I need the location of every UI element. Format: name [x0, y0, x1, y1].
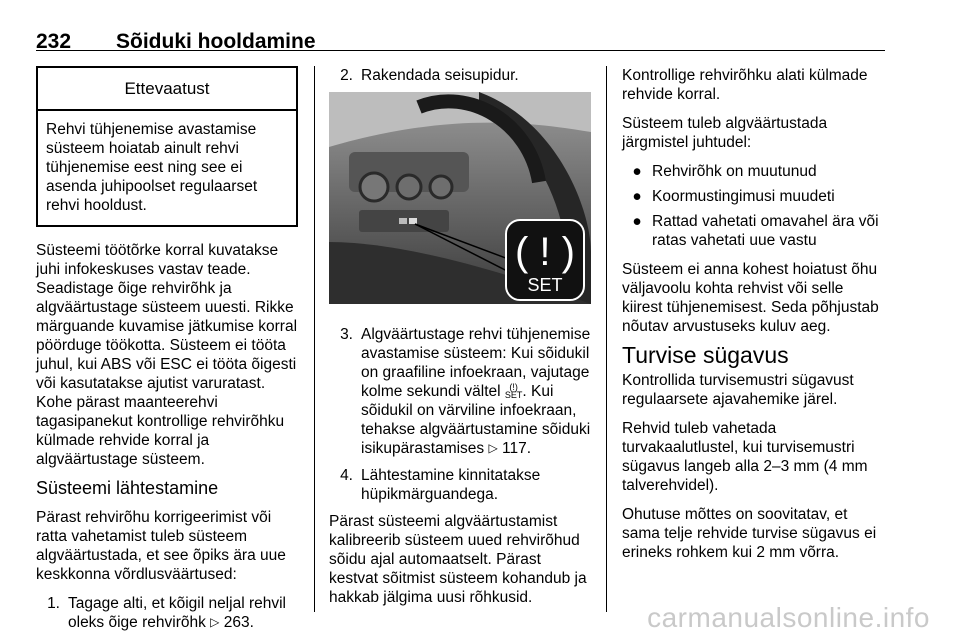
- warning-title: Ettevaatust: [38, 68, 296, 111]
- list-item: [329, 66, 591, 85]
- column-3: [622, 66, 888, 572]
- tpms-set-icon: (!) SET: [504, 382, 523, 400]
- step-text: Tagage alti, et kõigil neljal rehvil oleks õige rehvirõhk: [68, 595, 286, 631]
- list-item: [36, 594, 298, 632]
- reference-arrow-icon: ▷: [488, 441, 498, 455]
- paragraph: Süsteemi töötõrke korral kuvatakse juhi infokeskuses vastav teade. Seadistage õige rehvirõhk ja algväärtustage süsteem uuesti. Rikke märguande kuvamise jätkumise korral pöörduge töökotta. Süsteem ei tööta juhul, kui ABS või ESC ei tööta õigesti või kasutatakse ajutist varuratast. Kohe pärast maanteerehvi tagasipanekut kontrollige rehvirõhku külmade rehvide korral ja algväärtustage süsteem.: [36, 242, 298, 468]
- paragraph: Rehvid tuleb vahetada turvakaalutlustel, kui turvisemustri sügavus langeb alla 2–3 mm (4 mm talverehvidel).: [622, 420, 868, 494]
- step-number: 3.: [340, 326, 353, 343]
- bullet-icon: ●: [632, 213, 642, 230]
- page-reference-link[interactable]: 117.: [502, 440, 532, 457]
- section-heading: Turvise sügavus: [622, 342, 789, 368]
- list-item: ● Koormustingimusi muudeti: [622, 187, 888, 206]
- step-text: . Kui sõidukil on värviline infoekraan, tehakse algväärtustamine sõiduki isikupärastamises: [361, 383, 591, 457]
- step-text: Lähtestamine kinnitatakse hüpikmärguandega.: [361, 467, 541, 503]
- list-item: [329, 466, 591, 504]
- step-number: 2.: [340, 67, 353, 84]
- paragraph: Kontrollige rehvirõhku alati külmade rehvide korral.: [622, 67, 868, 103]
- tpms-icon-label: SET: [504, 390, 523, 400]
- warning-body: Rehvi tühjenemise avastamise süsteem hoiatab ainult rehvi tühjenemise eest ning see ei asenda juhipoolset regulaarset rehvi hooldust.: [46, 121, 258, 214]
- paragraph: Ohutuse mõttes on soovitatav, et sama telje rehvide turvise sügavus ei erineks rohkem kui 2 mm võrra.: [622, 506, 877, 561]
- list-item: ● Rattad vahetati omavahel ära või ratas vahetati uue vastu: [622, 212, 888, 250]
- paragraph: Pärast süsteemi algväärtustamist kalibreerib süsteem uued rehvirõhud sõidu ajal automaatselt. Pärast kestvat sõitmist süsteem kohandub ja hakkab jälgima uusi rõhkusid.: [329, 513, 587, 606]
- step-number: 4.: [340, 467, 353, 484]
- column-2: [329, 66, 591, 617]
- reference-arrow-icon: ▷: [210, 615, 220, 629]
- paragraph: Süsteem ei anna kohest hoiatust õhu väljavoolu kohta rehvist või selle kiirest tühjenemisest. Seda põhjustab nõutav arvustuseks kuluv aeg.: [622, 261, 879, 335]
- column-1: [36, 66, 298, 640]
- header-rule: [36, 50, 885, 51]
- paragraph: Pärast rehvirõhu korrigeerimist või ratta vahetamist tuleb süsteem algväärtustada, et see õpiks ära uue keskkonna võrdlusväärtused:: [36, 509, 286, 583]
- svg-text:( ! ): ( ! ): [515, 230, 575, 274]
- set-button-label: SET: [527, 275, 563, 295]
- step-text: Rakendada seisupidur.: [361, 67, 519, 84]
- step-number: 1.: [47, 595, 60, 612]
- page-number: 232: [36, 30, 72, 53]
- list-item: [329, 325, 591, 458]
- dashboard-photo: [329, 92, 591, 304]
- watermark: carmanualsonline.info: [647, 602, 930, 633]
- page-reference-link[interactable]: 263.: [223, 614, 254, 631]
- step-text: Algväärtustage rehvi tühjenemise avastamise süsteem: Kui sõidukil on graafiline infoekraan, vajutage kolme sekundi vältel: [361, 326, 591, 400]
- list-item: ● Rehvirõhk on muutunud: [622, 162, 888, 181]
- warning-box: [36, 66, 298, 227]
- column-divider: [314, 66, 315, 612]
- paragraph: Kontrollida turvisemustri sügavust regulaarsete ajavahemike järel.: [622, 372, 854, 408]
- section-title: Sõiduki hooldamine: [116, 30, 316, 53]
- column-divider: [606, 66, 607, 612]
- section-heading: Süsteemi lähtestamine: [36, 478, 219, 498]
- bullet-icon: ●: [632, 163, 642, 180]
- paragraph: Süsteem tuleb algväärtustada järgmistel juhtudel:: [622, 115, 828, 151]
- bullet-icon: ●: [632, 188, 642, 205]
